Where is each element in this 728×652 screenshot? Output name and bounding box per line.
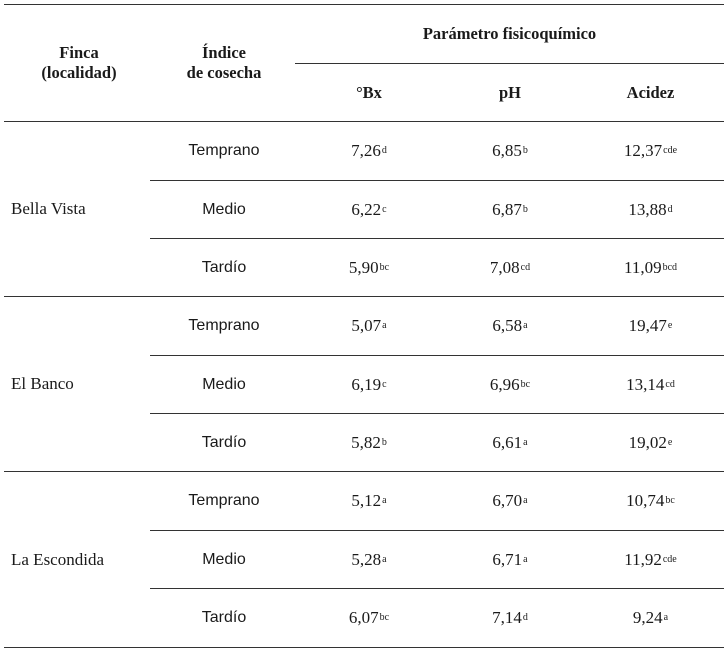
indice-cell: Tardío [201, 258, 247, 276]
acidez-cell: 19,47 e [628, 316, 673, 335]
bx-cell: 5,82 b [351, 432, 387, 452]
acidez-value: 11,92 [624, 549, 662, 569]
acidez-value: 10,74 [626, 491, 665, 510]
acidez-value: 11,09 [623, 257, 662, 277]
bx-cell: 6,22 c [351, 199, 387, 219]
finca-label: El Banco [11, 374, 74, 393]
bx-cell: 5,12 a [351, 491, 387, 510]
ph-cell: 6,70 a [492, 491, 528, 510]
header-acidez: Acidez [626, 82, 675, 102]
ph-cell: 6,87 b [492, 199, 528, 219]
header-indice-line2: de cosecha [186, 63, 262, 82]
bx-value: 5,90 [348, 257, 379, 277]
bx-value: 6,07 [348, 608, 379, 627]
acidez-cell: 19,02 e [628, 432, 673, 452]
header-finca-line1: Finca [59, 43, 99, 62]
bx-cell: 5,90 bc [348, 257, 390, 277]
ph-cell: 7,08 cd [489, 257, 531, 277]
bx-value: 6,19 [351, 374, 382, 394]
header-ph: pH [498, 82, 521, 102]
ph-value: 6,61 [492, 432, 523, 452]
header-bx: °Bx [356, 82, 382, 102]
indice-cell: Temprano [188, 317, 260, 334]
ph-value: 6,71 [492, 549, 523, 569]
ph-value: 6,96 [489, 374, 520, 394]
ph-cell: 6,85 b [492, 141, 528, 160]
bx-cell: 5,28 a [351, 549, 387, 569]
ph-value: 6,70 [492, 491, 523, 510]
finca-label: Bella Vista [11, 199, 86, 218]
bx-cell: 7,26 d [351, 141, 387, 160]
ph-cell: 6,96 bc [489, 374, 531, 394]
acidez-value: 9,24 [632, 608, 663, 627]
acidez-value: 12,37 [623, 141, 663, 160]
indice-cell: Temprano [188, 142, 260, 159]
acidez-value: 19,47 [628, 316, 667, 335]
acidez-cell: 11,09 bcd [623, 257, 678, 277]
indice-cell: Tardío [201, 609, 247, 626]
ph-value: 6,85 [492, 141, 522, 160]
ph-value: 7,08 [489, 257, 520, 277]
ph-value: 6,58 [492, 316, 523, 335]
acidez-cell: 10,74 bc [626, 491, 675, 510]
header-indice-line1: Índice [201, 43, 246, 62]
bx-value: 5,12 [351, 491, 382, 510]
acidez-value: 19,02 [628, 432, 667, 452]
acidez-cell: 13,14 cd [626, 374, 675, 394]
header-group: Parámetro fisicoquímico [422, 24, 597, 43]
acidez-cell: 9,24 a [632, 608, 669, 627]
ph-cell: 6,58 a [492, 316, 528, 335]
header-indice [154, 5, 294, 121]
bx-cell: 6,19 c [351, 374, 387, 394]
acidez-cell: 11,92 cde [624, 549, 677, 569]
bx-value: 5,28 [351, 549, 382, 569]
indice-cell: Tardío [201, 433, 247, 451]
ph-value: 6,87 [492, 199, 522, 219]
header-finca-line2: (localidad) [41, 63, 117, 82]
indice-cell: Medio [202, 550, 246, 568]
bx-cell: 6,07 bc [348, 608, 390, 627]
acidez-cell: 13,88 d [628, 199, 673, 219]
ph-cell: 6,61 a [492, 432, 528, 452]
header-finca [4, 5, 154, 121]
bx-cell: 5,07 a [351, 316, 387, 335]
indice-cell: Medio [202, 375, 246, 393]
acidez-value: 13,88 [628, 199, 667, 219]
acidez-value: 13,14 [626, 374, 665, 394]
bottom-rule [4, 647, 724, 648]
bx-value: 5,82 [351, 432, 381, 452]
data-table [4, 4, 724, 648]
ph-cell: 7,14 d [492, 608, 528, 627]
acidez-cell: 12,37 cde [623, 141, 678, 160]
bx-value: 5,07 [351, 316, 382, 335]
bx-value: 7,26 [351, 141, 381, 160]
indice-cell: Temprano [188, 492, 260, 509]
bx-value: 6,22 [351, 199, 382, 219]
ph-cell: 6,71 a [492, 549, 528, 569]
indice-cell: Medio [202, 200, 246, 218]
finca-label: La Escondida [11, 549, 104, 569]
ph-value: 7,14 [492, 608, 522, 627]
